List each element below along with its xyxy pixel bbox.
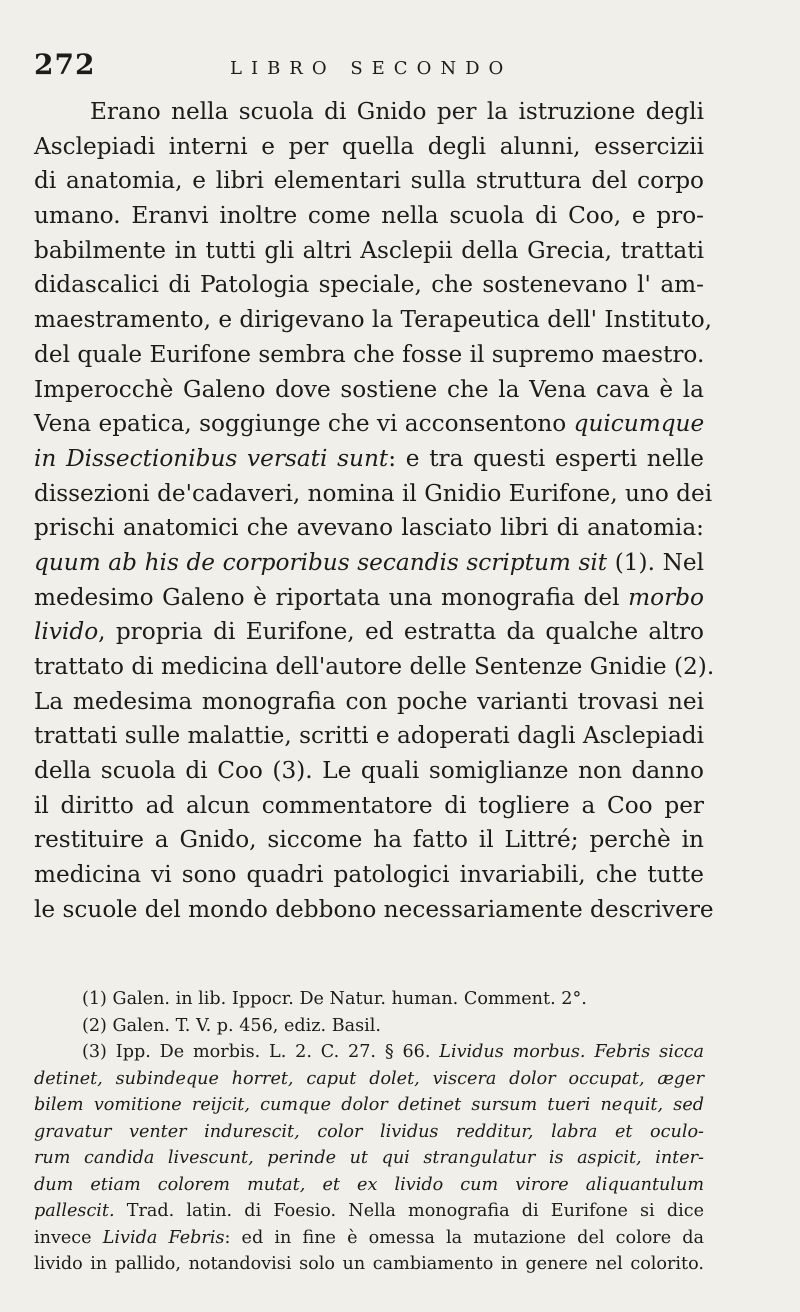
text-segment: (1). Nel — [607, 548, 704, 576]
body-line — [34, 442, 704, 477]
text-segment: La medesima monografia con poche varianti trovasi nei — [34, 687, 704, 715]
text-segment: rum candida livescunt, perinde ut qui strangulatur is aspicit, inter- — [34, 1148, 704, 1168]
footnote-line — [34, 1145, 704, 1172]
text-segment: di anatomia, e libri elementari sulla struttura del corpo — [34, 167, 704, 195]
text-segment: Lividus morbus. Febris sicca — [439, 1042, 705, 1062]
body-line — [34, 719, 704, 754]
body-line — [34, 858, 704, 893]
footnotes — [34, 986, 704, 1278]
text-segment: le scuole del mondo debbono necessariamente descrivere — [34, 895, 714, 923]
footnote-line — [34, 1172, 704, 1199]
text-segment: restituire a Gnido, siccome ha fatto il Littré; perchè in — [34, 826, 704, 854]
body-line — [34, 338, 704, 373]
text-segment: bilem vomitione reijcit, cumque dolor detinet sursum tueri nequit, sed — [34, 1095, 704, 1115]
text-segment: umano. Eranvi inoltre come nella scuola di Coo, e pro- — [34, 202, 704, 230]
body-line — [34, 95, 704, 130]
text-segment: invece — [34, 1227, 103, 1248]
body-line — [34, 164, 704, 199]
footnote-line — [34, 1225, 704, 1252]
text-segment: : e tra questi esperti nelle — [388, 444, 704, 472]
footnote-line — [34, 1198, 704, 1225]
body-line — [34, 234, 704, 269]
body-line — [34, 511, 704, 546]
text-segment: trattati sulle malattie, scritti e adoperati dagli Asclepiadi — [34, 722, 705, 750]
page-number: 272 — [34, 48, 96, 81]
body-line — [34, 303, 713, 338]
text-segment: Imperocchè Galeno dove sostiene che la Vena cava è la — [34, 375, 704, 403]
page-header — [34, 48, 714, 92]
text-segment: morbo — [628, 583, 704, 611]
body-line — [34, 199, 704, 234]
footnote-line — [34, 1066, 704, 1093]
text-segment: pallescit. — [34, 1201, 115, 1221]
text-segment: didascalici di Patologia speciale, che sostenevano l' am- — [34, 271, 704, 299]
text-segment: in Dissectionibus versati sunt — [34, 444, 389, 472]
body-line — [34, 373, 704, 408]
footnote-line — [34, 1092, 704, 1119]
body-line — [34, 789, 704, 824]
body-line — [34, 823, 704, 858]
text-segment: quicumque — [573, 410, 705, 438]
text-segment: : ed in fine è omessa la mutazione del colore da — [224, 1227, 704, 1248]
body-line — [34, 477, 713, 512]
text-segment: maestramento, e dirigevano la Terapeutica dell' Instituto, — [34, 306, 713, 334]
text-segment: livido in pallido, notandovisi solo un cambiamento in genere nel colorito. — [34, 1254, 704, 1274]
text-segment: medicina vi sono quadri patologici invariabili, che tutte — [34, 861, 704, 889]
text-segment: livido — [34, 618, 99, 646]
body-line — [34, 407, 704, 442]
body-line — [34, 685, 704, 720]
text-segment: Vena epatica, soggiunge che vi acconsentono — [34, 410, 574, 438]
body-line — [34, 581, 704, 616]
text-segment: dum etiam colorem mutat, et ex livido cum virore aliquantulum — [34, 1174, 704, 1195]
text-segment: gravatur venter indurescit, color lividus redditur, labra et oculo- — [34, 1121, 704, 1142]
running-head: LIBRO SECONDO — [230, 58, 513, 79]
text-segment: dissezioni de'cadaveri, nomina il Gnidio Eurifone, uno dei — [34, 479, 713, 507]
footnote-line — [34, 1119, 704, 1146]
body-line — [34, 546, 704, 581]
text-segment: Livida Febris — [102, 1227, 225, 1248]
text-segment: medesimo Galeno è riportata una monografia del — [34, 583, 629, 611]
text-segment: detinet, subindeque horret, caput dolet, viscera dolor occupat, æger — [34, 1068, 704, 1089]
body-line — [34, 893, 714, 928]
text-segment: (3) Ipp. De morbis. L. 2. C. 27. § 66. — [82, 1042, 440, 1062]
footnote-line — [34, 1251, 704, 1278]
body-line — [34, 130, 704, 165]
body-line — [34, 754, 704, 789]
body-line — [34, 650, 715, 685]
text-segment: Erano nella scuola di Gnido per la istruzione degli — [90, 98, 704, 125]
text-segment: Asclepiadi interni e per quella degli alunni, essercizii — [34, 132, 704, 160]
footnote-line — [34, 1039, 704, 1066]
text-segment: della scuola di Coo (3). Le quali somiglianze non danno — [34, 757, 704, 785]
text-segment: trattato di medicina dell'autore delle Sentenze Gnidie (2). — [34, 653, 715, 680]
text-segment: quum ab his de corporibus secandis scriptum sit — [34, 548, 608, 576]
text-segment: del quale Eurifone sembra che fosse il supremo maestro. — [34, 340, 705, 368]
body-line — [34, 615, 704, 650]
text-segment: , propria di Eurifone, ed estratta da qualche altro — [98, 618, 704, 646]
text-segment: Trad. latin. di Foesio. Nella monografia di Eurifone si dice — [114, 1201, 704, 1221]
body-line — [34, 268, 704, 303]
text-segment: il diritto ad alcun commentatore di togliere a Coo per — [34, 791, 704, 819]
footnote-line — [34, 1013, 704, 1040]
text-segment: babilmente in tutti gli altri Asclepii della Grecia, trattati — [34, 236, 704, 264]
text-segment: (2) Galen. T. V. p. 456, ediz. Basil. — [82, 1015, 382, 1036]
body-text — [34, 95, 715, 928]
footnote-line — [34, 986, 704, 1013]
text-segment: (1) Galen. in lib. Ippocr. De Natur. human. Comment. 2°. — [82, 989, 587, 1009]
text-segment: prischi anatomici che avevano lasciato libri di anatomia: — [34, 514, 704, 542]
